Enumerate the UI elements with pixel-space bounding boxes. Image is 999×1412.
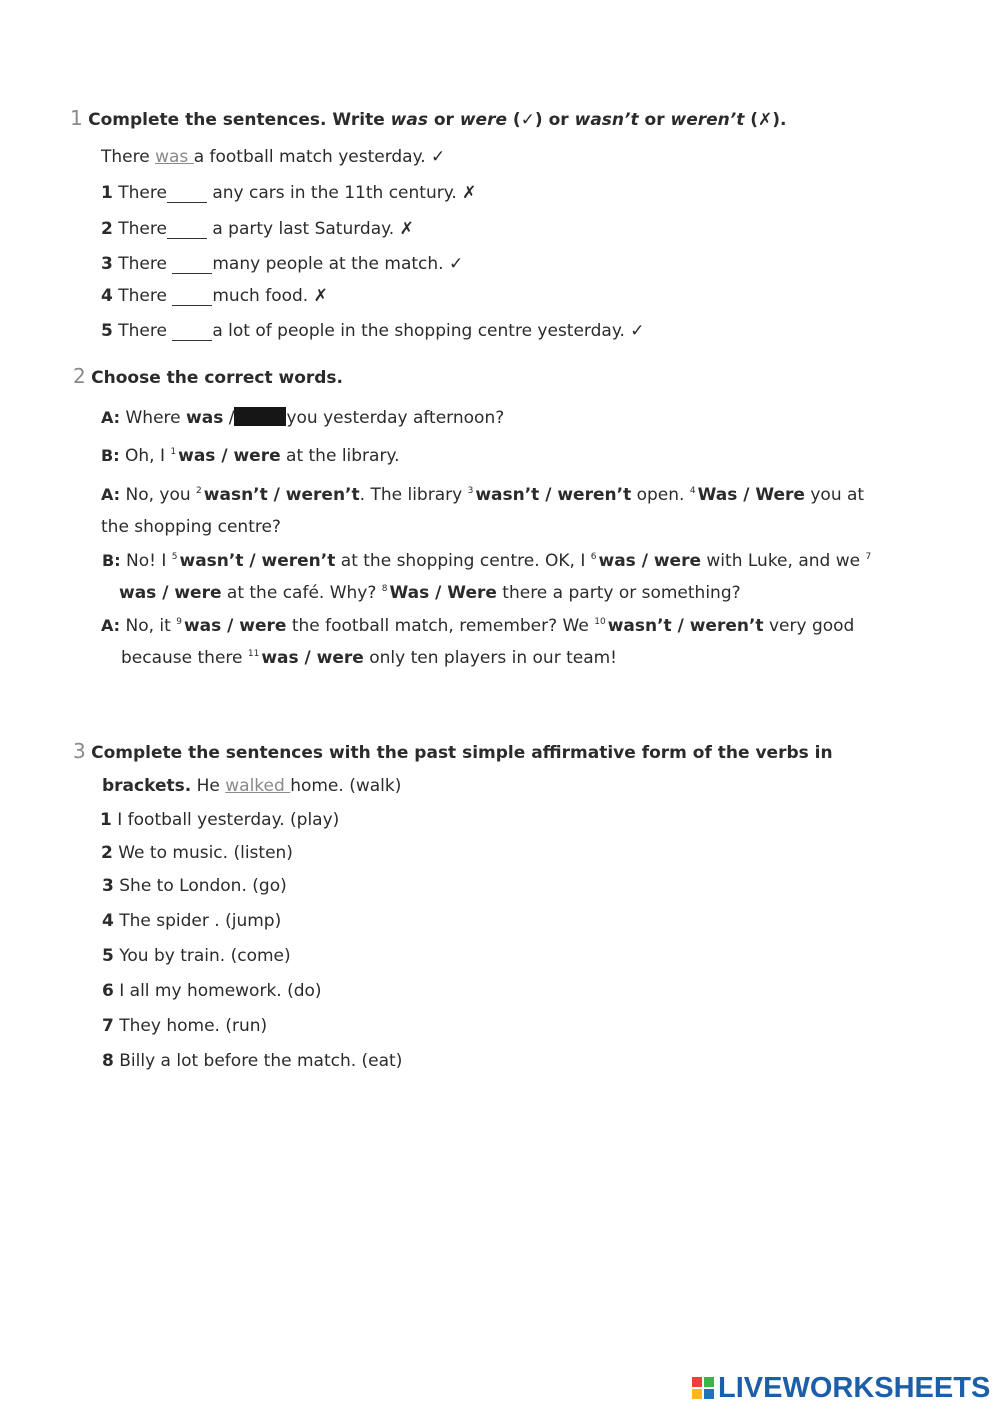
exercise-item: 5 You by train. (come) bbox=[102, 946, 291, 966]
instruction-text: Choose the correct words. bbox=[91, 368, 344, 388]
section-number: 3 bbox=[73, 739, 86, 763]
item-number: 6 bbox=[102, 981, 114, 1001]
section-number: 1 bbox=[70, 106, 83, 130]
dialogue-line: A: Where was / you yesterday afternoon? bbox=[101, 408, 505, 428]
example-sentence: There was a football match yesterday. ✓ bbox=[101, 147, 446, 167]
speaker-label: A: bbox=[101, 616, 121, 635]
word-choice[interactable]: wasn’t / weren’t bbox=[203, 485, 360, 505]
exercise-item: 2 We to music. (listen) bbox=[101, 843, 293, 863]
item-number: 1 bbox=[101, 183, 113, 203]
answer-input[interactable] bbox=[172, 255, 212, 274]
dialogue-line: B: No! I $^5$ wasn’t / weren’t at the shopping centre. OK, I $^6$ was / were with Luke, and we $^7$ bbox=[102, 551, 872, 571]
section-2-title bbox=[73, 364, 343, 388]
word-choice[interactable]: wasn’t / weren’t bbox=[607, 616, 764, 636]
instruction-text: Complete the sentences. Write was or were (✓) or wasn’t or weren’t (✗). bbox=[88, 110, 787, 130]
logo-block bbox=[692, 1389, 702, 1399]
exercise-item: 6 I all my homework. (do) bbox=[102, 981, 322, 1001]
dialogue-line: the shopping centre? bbox=[101, 517, 281, 537]
dialogue-line: was / were at the café. Why? $^8$ Was / Were there a party or something? bbox=[119, 583, 741, 603]
item-number: 4 bbox=[102, 911, 114, 931]
instruction-text: brackets. bbox=[102, 776, 192, 796]
item-number: 5 bbox=[101, 321, 113, 341]
example-sentence: brackets. He walked home. (walk) bbox=[102, 776, 402, 796]
word-choice[interactable]: Was / Were bbox=[389, 583, 497, 603]
exercise-item: 5 There a lot of people in the shopping centre yesterday. ✓ bbox=[101, 321, 645, 341]
item-number: 3 bbox=[102, 876, 114, 896]
section-1-title bbox=[70, 106, 787, 130]
exercise-item: 4 The spider . (jump) bbox=[102, 911, 282, 931]
item-number: 8 bbox=[102, 1051, 114, 1071]
word-choice[interactable]: was / were bbox=[119, 583, 222, 603]
item-number: 4 bbox=[101, 286, 113, 306]
instruction-text: Complete the sentences with the past simple affirmative form of the verbs in bbox=[91, 743, 833, 763]
logo-block bbox=[692, 1377, 702, 1387]
section-number: 2 bbox=[73, 364, 86, 388]
logo-text: LIVEWORKSHEETS bbox=[718, 1371, 991, 1404]
exercise-item: 1 There any cars in the 11th century. ✗ bbox=[101, 183, 477, 203]
item-number: 3 bbox=[101, 254, 113, 274]
answer-input[interactable] bbox=[167, 184, 207, 203]
item-number: 2 bbox=[101, 843, 113, 863]
speaker-label: A: bbox=[101, 485, 121, 504]
exercise-item: 4 There much food. ✗ bbox=[101, 286, 328, 306]
exercise-item: 8 Billy a lot before the match. (eat) bbox=[102, 1051, 403, 1071]
example-answer: walked bbox=[225, 776, 291, 796]
speaker-label: B: bbox=[101, 446, 120, 465]
word-choice[interactable]: was / were bbox=[598, 551, 701, 571]
item-number: 5 bbox=[102, 946, 114, 966]
section-3-title bbox=[73, 739, 833, 763]
exercise-item: 1 I football yesterday. (play) bbox=[100, 810, 340, 830]
word-choice[interactable]: was / were bbox=[183, 616, 287, 636]
exercise-item: 3 There many people at the match. ✓ bbox=[101, 254, 464, 274]
example-answer: was bbox=[155, 147, 194, 167]
exercise-item: 3 She to London. (go) bbox=[102, 876, 287, 896]
dialogue-line: because there $^{11}$ was / were only ten players in our team! bbox=[121, 648, 618, 668]
speaker-label: B: bbox=[102, 551, 121, 570]
redacted-box bbox=[234, 407, 286, 426]
word-choice[interactable]: wasn’t / weren’t bbox=[475, 485, 632, 505]
logo-block bbox=[704, 1389, 714, 1399]
dialogue-line: B: Oh, I $^1$ was / were at the library. bbox=[101, 446, 400, 466]
word-choice[interactable]: was / were bbox=[261, 648, 364, 668]
item-number: 1 bbox=[100, 810, 112, 830]
logo-mark-icon bbox=[692, 1377, 714, 1399]
word-choice[interactable]: was / were bbox=[178, 446, 281, 466]
liveworksheets-logo bbox=[692, 1370, 990, 1406]
dialogue-line: A: No, it $^9$ was / were the football match, remember? We $^{10}$ wasn’t / weren’t very good bbox=[101, 616, 855, 636]
item-number: 7 bbox=[102, 1016, 114, 1036]
example-choice: was bbox=[186, 408, 224, 428]
dialogue-line: A: No, you $^2$ wasn’t / weren’t. The library $^3$ wasn’t / weren’t open. $^4$ Was / Were you at bbox=[101, 485, 865, 505]
word-choice[interactable]: Was / Were bbox=[697, 485, 805, 505]
exercise-item: 2 There a party last Saturday. ✗ bbox=[101, 219, 414, 239]
exercise-item: 7 They home. (run) bbox=[102, 1016, 268, 1036]
logo-block bbox=[704, 1377, 714, 1387]
answer-input[interactable] bbox=[172, 322, 212, 341]
answer-input[interactable] bbox=[172, 287, 212, 306]
answer-input[interactable] bbox=[167, 220, 207, 239]
item-number: 2 bbox=[101, 219, 113, 239]
word-choice[interactable]: wasn’t / weren’t bbox=[179, 551, 336, 571]
speaker-label: A: bbox=[101, 408, 121, 427]
